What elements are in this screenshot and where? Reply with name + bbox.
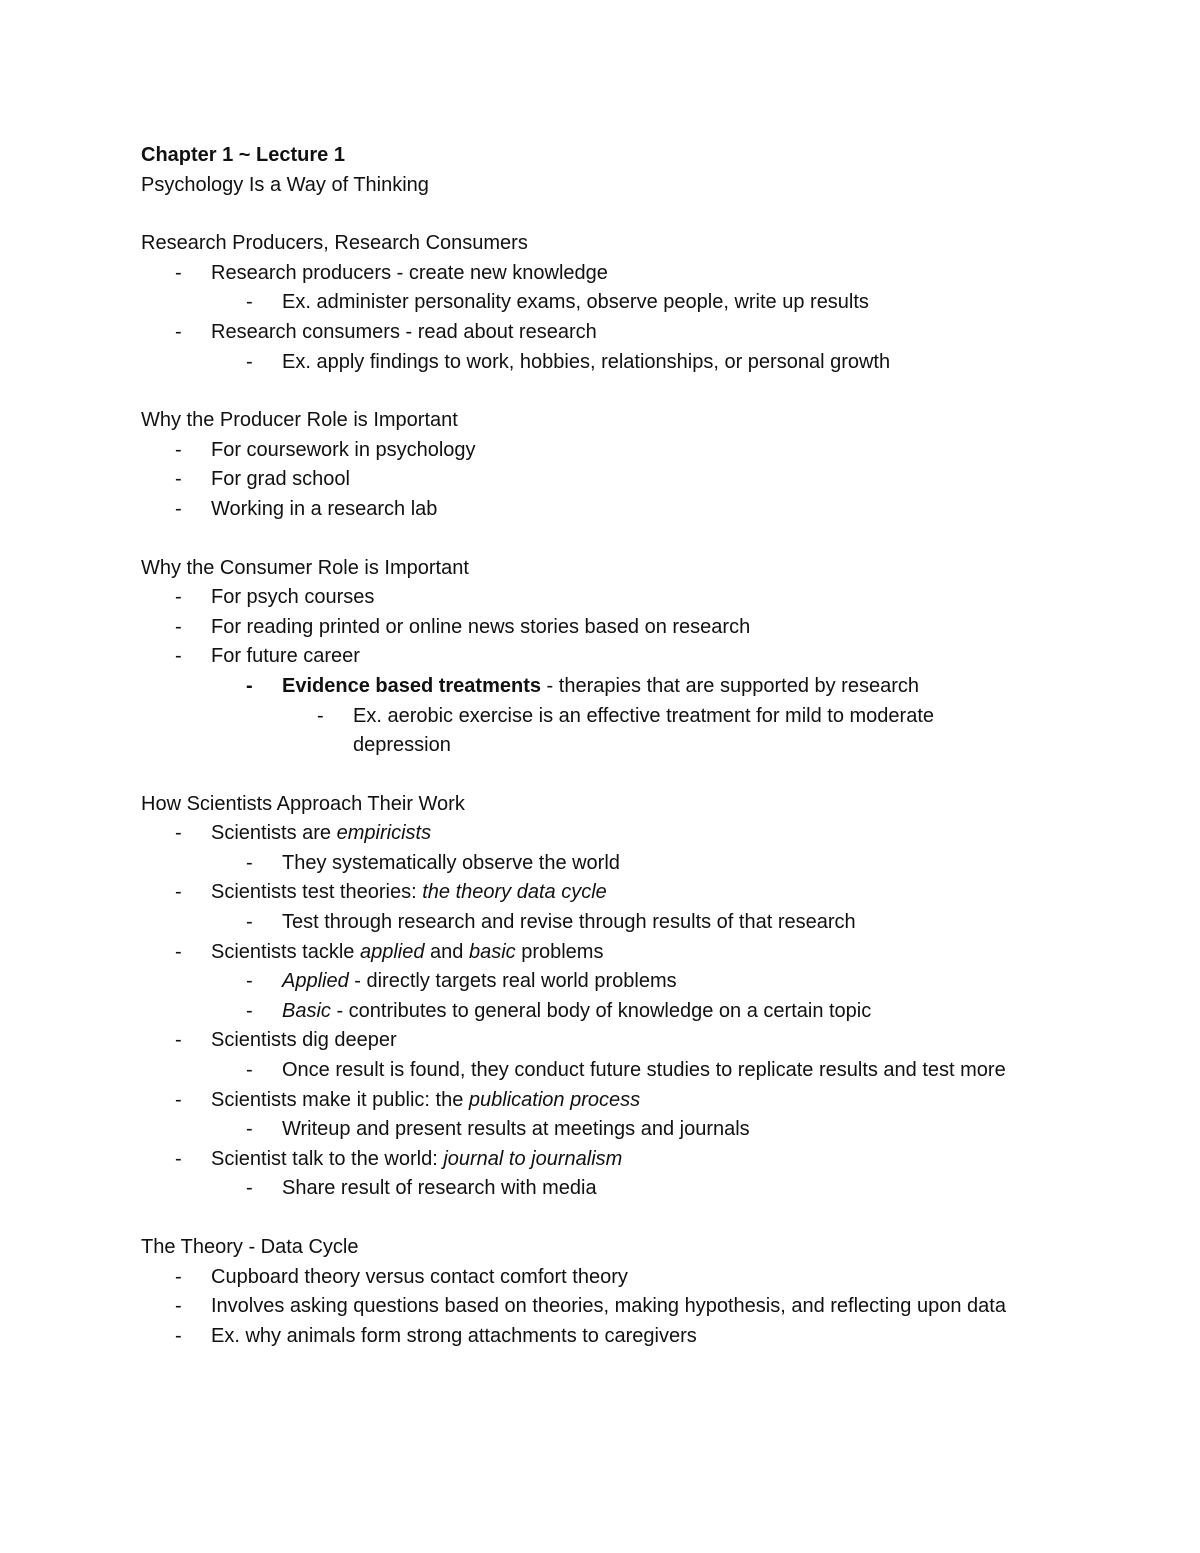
list-item-text: For reading printed or online news stories based on research bbox=[211, 615, 751, 638]
list-item bbox=[141, 997, 1041, 1027]
list-item bbox=[141, 1174, 1041, 1204]
list-item-text: For future career bbox=[211, 645, 360, 668]
list-item bbox=[141, 908, 1041, 938]
list-item-text: Scientists make it public: the bbox=[211, 1088, 469, 1111]
list-item bbox=[141, 1115, 1041, 1145]
bullet-dash: - bbox=[246, 350, 253, 373]
bullet-dash: - bbox=[246, 970, 253, 993]
list-item-text: Scientists are bbox=[211, 822, 337, 845]
document-page bbox=[141, 141, 1041, 1351]
list-item-text: Scientists dig deeper bbox=[211, 1029, 397, 1052]
bullet-dash: - bbox=[175, 615, 182, 638]
list-item-text: Share result of research with media bbox=[282, 1177, 597, 1200]
list-item bbox=[141, 819, 1041, 849]
bullet-dash: - bbox=[175, 1147, 182, 1170]
list-item bbox=[141, 583, 1041, 613]
list-item bbox=[141, 849, 1041, 879]
list-item-text: For coursework in psychology bbox=[211, 438, 476, 461]
list-item-text: Ex. aerobic exercise is an effective treatment for mild to moderate depression bbox=[353, 704, 935, 757]
spacer bbox=[141, 1204, 1041, 1233]
list-item-text: Working in a research lab bbox=[211, 497, 438, 520]
list-item bbox=[141, 465, 1041, 495]
list-item-text: Scientists tackle bbox=[211, 940, 360, 963]
list-item bbox=[141, 1056, 1022, 1086]
bullet-dash: - bbox=[175, 1324, 182, 1347]
bullet-dash: - bbox=[246, 999, 253, 1022]
list-item-text: Involves asking questions based on theories, making hypothesis, and reflecting upon data bbox=[211, 1295, 1006, 1318]
section-heading-consumer-role: Why the Consumer Role is Important bbox=[141, 556, 469, 579]
bullet-dash: - bbox=[246, 911, 253, 934]
list-item-text: - therapies that are supported by research bbox=[541, 674, 919, 697]
key-term: Applied bbox=[282, 970, 349, 993]
list-item-text: For grad school bbox=[211, 468, 350, 491]
list-item-text: Research producers - create new knowledge bbox=[211, 261, 608, 284]
list-item-text: Scientists test theories: bbox=[211, 881, 423, 904]
bullet-dash: - bbox=[175, 1088, 182, 1111]
list-item bbox=[141, 436, 1041, 466]
list-item-text: - directly targets real world problems bbox=[348, 970, 677, 993]
list-item-text: Ex. administer personality exams, observe people, write up results bbox=[282, 291, 869, 314]
key-term: publication process bbox=[468, 1088, 641, 1111]
bullet-dash: - bbox=[175, 438, 182, 461]
bullet-dash: - bbox=[246, 1118, 253, 1141]
list-item bbox=[141, 318, 1041, 348]
list-item-text: and bbox=[424, 940, 469, 963]
key-term: empiricists bbox=[336, 822, 432, 845]
list-item bbox=[141, 613, 1041, 643]
bullet-dash: - bbox=[175, 261, 182, 284]
list-item-text: problems bbox=[515, 940, 604, 963]
key-term: applied bbox=[359, 940, 425, 963]
list-item bbox=[141, 1322, 1041, 1352]
list-item bbox=[141, 1026, 1041, 1056]
list-item bbox=[141, 1292, 1051, 1322]
list-item bbox=[141, 938, 1041, 968]
list-item-text: Scientist talk to the world: bbox=[211, 1147, 444, 1170]
bullet-dash: - bbox=[175, 320, 182, 343]
list-item-text: Research consumers - read about research bbox=[211, 320, 597, 343]
list-item-text: Cupboard theory versus contact comfort theory bbox=[211, 1265, 628, 1288]
list-item bbox=[141, 967, 1041, 997]
bullet-dash: - bbox=[175, 1265, 182, 1288]
document-title: Chapter 1 ~ Lecture 1 bbox=[141, 144, 345, 166]
section-heading-producer-role: Why the Producer Role is Important bbox=[141, 409, 458, 432]
bullet-dash: - bbox=[175, 645, 182, 668]
list-item bbox=[141, 1086, 1041, 1116]
section-heading-scientists-approach: How Scientists Approach Their Work bbox=[141, 792, 465, 815]
list-item-text: - contributes to general body of knowledge on a certain topic bbox=[330, 999, 872, 1022]
list-item-text: Test through research and revise through results of that research bbox=[282, 911, 856, 934]
section-heading-theory-data-cycle: The Theory - Data Cycle bbox=[141, 1236, 359, 1258]
bullet-dash: - bbox=[175, 586, 182, 609]
list-item bbox=[141, 672, 1041, 702]
bullet-dash: - bbox=[175, 940, 182, 963]
bullet-dash: - bbox=[175, 1029, 182, 1052]
bullet-dash: - bbox=[246, 674, 253, 697]
list-item bbox=[141, 878, 1041, 908]
list-item-text: They systematically observe the world bbox=[282, 851, 620, 874]
bullet-dash: - bbox=[175, 822, 182, 845]
bullet-dash: - bbox=[246, 1059, 253, 1082]
list-item bbox=[141, 702, 1013, 761]
list-item bbox=[141, 288, 1041, 318]
section-heading-producers-consumers: Research Producers, Research Consumers bbox=[141, 232, 528, 255]
key-term: basic bbox=[468, 940, 516, 963]
bullet-dash: - bbox=[246, 291, 253, 314]
document-subtitle: Psychology Is a Way of Thinking bbox=[141, 173, 429, 196]
list-item bbox=[141, 348, 1041, 378]
list-item-text: Ex. why animals form strong attachments to caregivers bbox=[211, 1324, 697, 1347]
spacer bbox=[141, 200, 1041, 229]
list-item bbox=[141, 642, 1041, 672]
spacer bbox=[141, 377, 1041, 406]
bullet-dash: - bbox=[246, 1177, 253, 1200]
key-term: the theory data cycle bbox=[422, 881, 607, 904]
list-item bbox=[141, 1145, 1041, 1175]
list-item bbox=[141, 495, 1041, 525]
bullet-dash: - bbox=[175, 468, 182, 491]
bullet-dash: - bbox=[246, 851, 253, 874]
list-item bbox=[141, 1263, 1041, 1293]
list-item-text: Writeup and present results at meetings and journals bbox=[282, 1118, 750, 1141]
bullet-dash: - bbox=[317, 704, 324, 727]
spacer bbox=[141, 761, 1041, 790]
list-item-text: Once result is found, they conduct future studies to replicate results and test more bbox=[282, 1059, 1006, 1082]
key-term: Basic bbox=[282, 999, 331, 1022]
list-item-text: For psych courses bbox=[211, 586, 375, 609]
key-term: Evidence based treatments bbox=[282, 674, 541, 697]
spacer bbox=[141, 525, 1041, 554]
list-item bbox=[141, 259, 1041, 289]
key-term: journal to journalism bbox=[443, 1147, 623, 1170]
list-item-text: Ex. apply findings to work, hobbies, relationships, or personal growth bbox=[282, 350, 891, 373]
bullet-dash: - bbox=[175, 881, 182, 904]
bullet-dash: - bbox=[175, 497, 182, 520]
bullet-dash: - bbox=[175, 1295, 182, 1318]
